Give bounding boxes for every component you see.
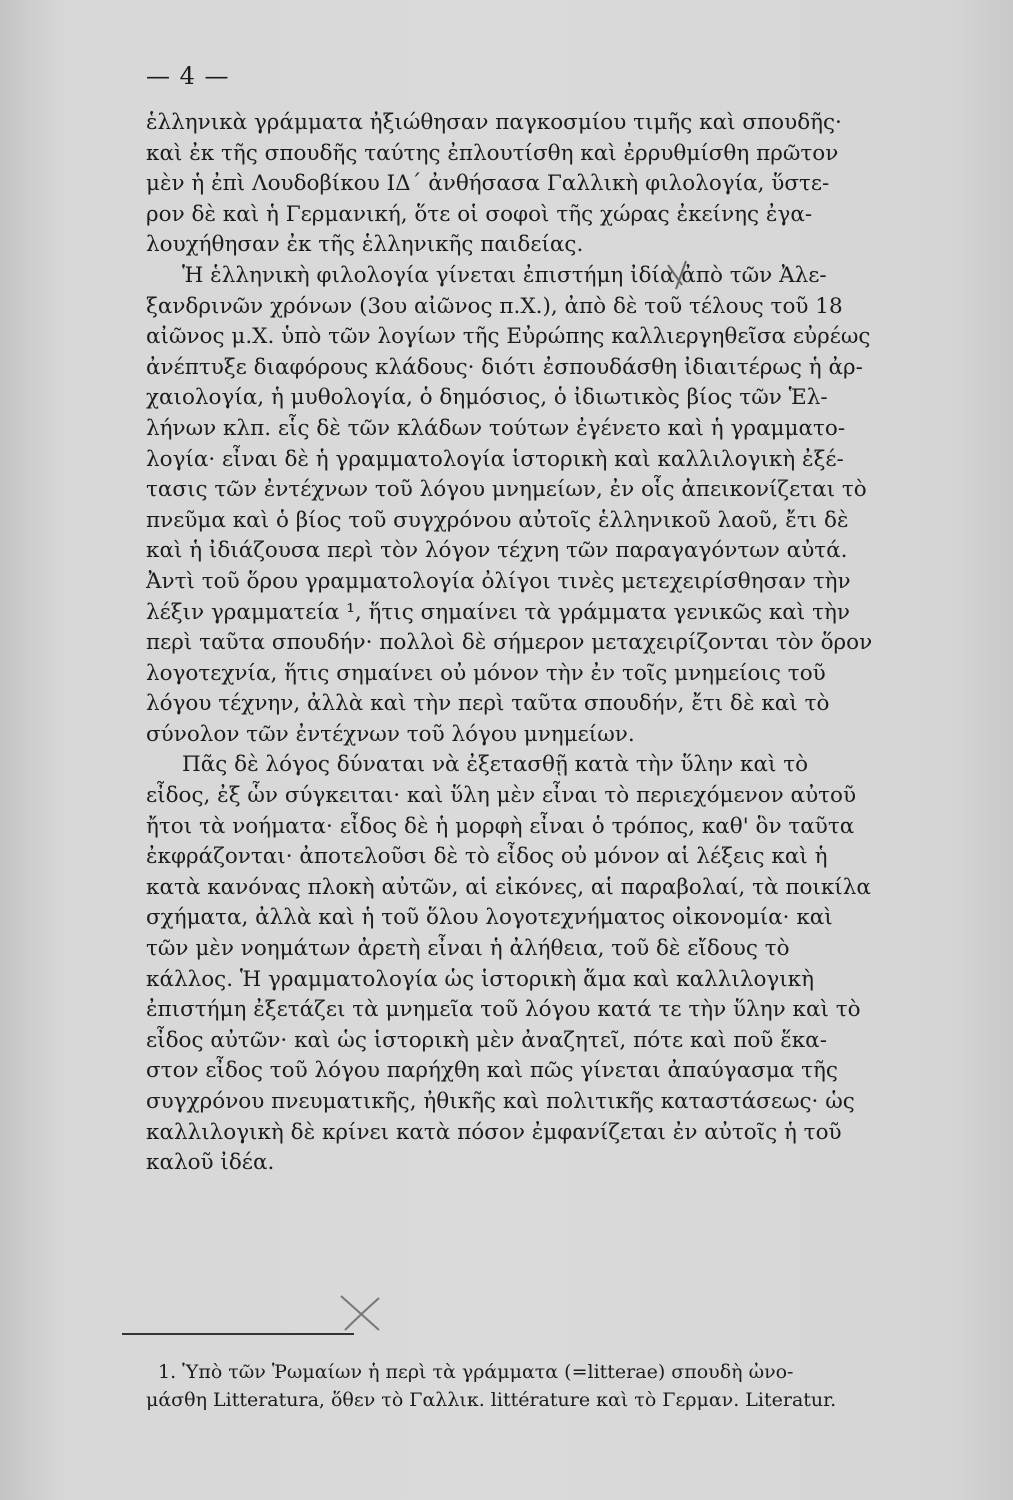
text-line: καλοῦ ἰδέα. [146, 1150, 275, 1176]
text-line: καὶ ἐκ τῆς σπουδῆς ταύτης ἐπλουτίσθη καὶ ἐρρυθμίσθη πρῶτον [146, 140, 839, 166]
footnote-line: μάσθη Litteratura, ὅθεν τὸ Γαλλικ. littérature καὶ τὸ Γερμαν. Literatur. [146, 1389, 837, 1411]
text-line: ἐκφράζονται· ἀποτελοῦσι δὲ τὸ εἶδος οὐ μόνον αἱ λέξεις καὶ ἡ [146, 844, 828, 870]
text-line: Ἀντὶ τοῦ ὅρου γραμματολογία ὀλίγοι τινὲς μετεχειρίσθησαν τὴν [146, 568, 851, 594]
text-line: στον εἶδος τοῦ λόγου παρήχθη καὶ πῶς γίνεται ἀπαύγασμα τῆς [146, 1058, 838, 1084]
text-line: καλλιλογικὴ δὲ κρίνει κατὰ πόσον ἐμφανίζεται ἐν αὐτοῖς ἡ τοῦ [146, 1119, 842, 1145]
text-line: τῶν μὲν νοημάτων ἀρετὴ εἶναι ἡ ἀλήθεια, τοῦ δὲ εἴδους τὸ [146, 936, 790, 962]
text-line: χαιολογία, ἡ μυθολογία, ὁ δημόσιος, ὁ ἰδιωτικὸς βίος τῶν Ἑλ- [146, 385, 828, 411]
text-line: εἶδος, ἐξ ὧν σύγκειται· καὶ ὕλη μὲν εἶναι τὸ περιεχόμενον αὐτοῦ [146, 783, 857, 809]
text-line: Ἡ ἑλληνικὴ φιλολογία γίνεται ἐπιστήμη ἰδία ἀπὸ τῶν Ἀλε- [182, 262, 827, 288]
text-line: μὲν ἡ ἐπὶ Λουδοβίκου ΙΔ΄ ἀνθήσασα Γαλλικὴ φιλολογία, ὕστε- [146, 171, 830, 197]
text-line: ρον δὲ καὶ ἡ Γερμανική, ὅτε οἱ σοφοὶ τῆς χώρας ἐκείνης ἐγα- [146, 201, 813, 227]
text-line: λέξιν γραμματεία ¹, ἥτις σημαίνει τὰ γράμματα γενικῶς καὶ τὴν [146, 599, 850, 625]
text-line: εἶδος αὐτῶν· καὶ ὡς ἱστορικὴ μὲν ἀναζητεῖ, πότε καὶ ποῦ ἕκα- [146, 1027, 827, 1053]
page-number: — 4 — [146, 62, 230, 90]
text-line: κάλλος. Ἡ γραμματολογία ὡς ἱστορικὴ ἅμα καὶ καλλιλογικὴ [146, 966, 814, 992]
text-line: τασις τῶν ἐντέχνων τοῦ λόγου μνημείων, ἐν οἷς ἀπεικονίζεται τὸ [146, 477, 867, 503]
footnotes [146, 1358, 988, 1414]
text-line: κατὰ κανόνας πλοκὴ αὐτῶν, αἱ εἰκόνες, αἱ παραβολαί, τὰ ποικίλα [146, 874, 871, 900]
text-line: σύνολον τῶν ἐντέχνων τοῦ λόγου μνημείων. [146, 721, 635, 747]
text-line: πνεῦμα καὶ ὁ βίος τοῦ συγχρόνου αὐτοῖς ἑλληνικοῦ λαοῦ, ἔτι δὲ [146, 507, 849, 533]
text-line: σχήματα, ἀλλὰ καὶ ἡ τοῦ ὅλου λογοτεχνήματος οἰκονομία· καὶ [146, 905, 833, 931]
text-line: λογοτεχνία, ἥτις σημαίνει οὐ μόνον τὴν ἐν τοῖς μνημείοις τοῦ [146, 660, 826, 686]
text-line: ἐπιστήμη ἐξετάζει τὰ μνημεῖα τοῦ λόγου κατά τε τὴν ὕλην καὶ τὸ [146, 997, 861, 1023]
text-line: περὶ ταῦτα σπουδήν· πολλοὶ δὲ σήμερον μεταχειρίζονται τὸν ὅρον [146, 630, 873, 656]
text-line: ἀνέπτυξε διαφόρους κλάδους· διότι ἐσπουδάσθη ἰδιαιτέρως ἡ ἀρ- [146, 354, 863, 380]
text-line: ξανδρινῶν χρόνων (3ου αἰῶνος π.Χ.), ἀπὸ δὲ τοῦ τέλους τοῦ 18 [146, 293, 843, 319]
pen-cross-mark-icon [335, 1290, 385, 1335]
text-line: λογία· εἶναι δὲ ἡ γραμματολογία ἱστορικὴ καὶ καλλιλογικὴ ἐξέ- [146, 446, 844, 472]
body-text [146, 108, 988, 1179]
text-line: Πᾶς δὲ λόγος δύναται νὰ ἐξετασθῇ κατὰ τὴν ὕλην καὶ τὸ [182, 752, 809, 778]
text-line: λήνων κλπ. εἷς δὲ τῶν κλάδων τούτων ἐγένετο καὶ ἡ γραμματο- [146, 415, 846, 441]
text-line: ἑλληνικὰ γράμματα ἠξιώθησαν παγκοσμίου τιμῆς καὶ σπουδῆς· [146, 110, 842, 135]
text-line: καὶ ἡ ἰδιάζουσα περὶ τὸν λόγον τέχνη τῶν παραγαγόντων αὐτά. [146, 538, 848, 564]
text-line: λόγου τέχνην, ἀλλὰ καὶ τὴν περὶ ταῦτα σπουδήν, ἔτι δὲ καὶ τὸ [146, 691, 830, 717]
footnote-divider [122, 1333, 354, 1335]
text-line: συγχρόνου πνευματικῆς, ἠθικῆς καὶ πολιτικῆς καταστάσεως· ὡς [146, 1089, 855, 1114]
text-line: ἤτοι τὰ νοήματα· εἶδος δὲ ἡ μορφὴ εἶναι ὁ τρόπος, καθ' ὃν ταῦτα [146, 813, 855, 839]
text-line: λουχήθησαν ἐκ τῆς ἑλληνικῆς παιδείας. [146, 232, 584, 258]
footnote-line: 1. Ὑπὸ τῶν Ῥωμαίων ἡ περὶ τὰ γράμματα (=litterae) σπουδὴ ὠνο- [158, 1361, 794, 1383]
text-line: αἰῶνος μ.Χ. ὑπὸ τῶν λογίων τῆς Εὐρώπης καλλιεργηθεῖσα εὐρέως [146, 324, 871, 350]
